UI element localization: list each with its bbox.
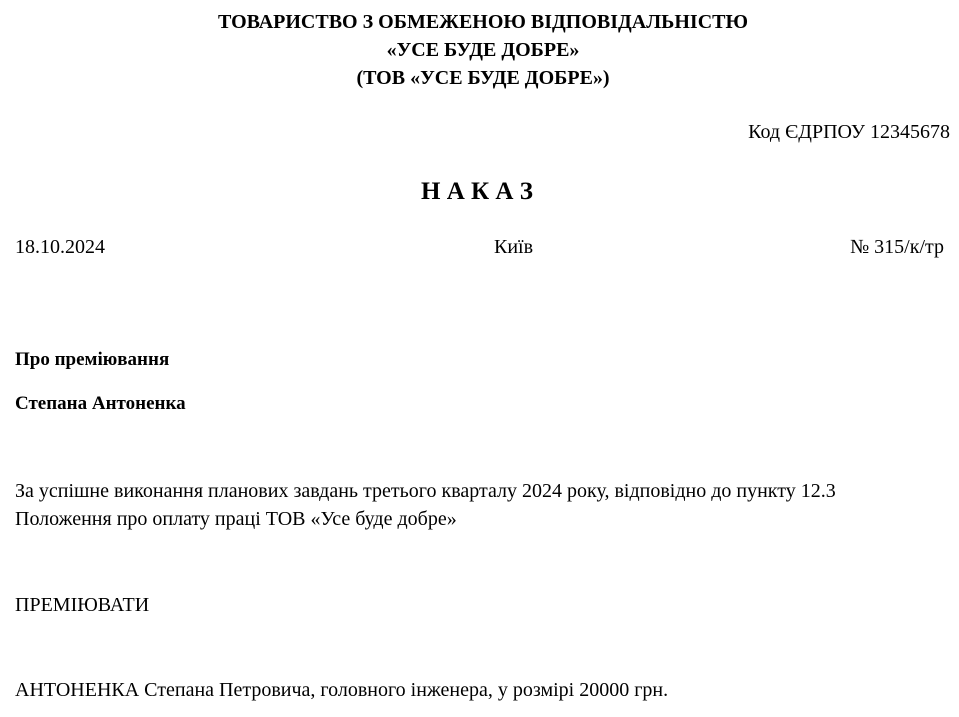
order-number: № 315/к/тр (850, 236, 944, 258)
company-full-name: ТОВАРИСТВО З ОБМЕЖЕНОЮ ВІДПОВІДАЛЬНІСТЮ (218, 11, 748, 33)
order-date: 18.10.2024 (15, 236, 105, 258)
document-title: Н А К А З (421, 178, 533, 205)
order-word: ПРЕМІЮВАТИ (15, 594, 150, 616)
subject-line-1: Про преміювання (15, 349, 170, 370)
edrpou-code: Код ЄДРПОУ 12345678 (748, 121, 950, 143)
preamble-line-1: За успішне виконання планових завдань третього кварталу 2024 року, відповідно до пункту 12.3 (15, 480, 836, 502)
order-text: АНТОНЕНКА Степана Петровича, головного інженера, у розмірі 20000 грн. (15, 679, 669, 701)
subject-line-2: Степана Антоненка (15, 393, 186, 414)
company-name: «УСЕ БУДЕ ДОБРЕ» (386, 39, 580, 61)
order-city: Київ (494, 236, 534, 258)
preamble-line-2: Положення про оплату праці ТОВ «Усе буде добре» (15, 508, 457, 530)
company-short-name: (ТОВ «УСЕ БУДЕ ДОБРЕ») (356, 67, 610, 89)
